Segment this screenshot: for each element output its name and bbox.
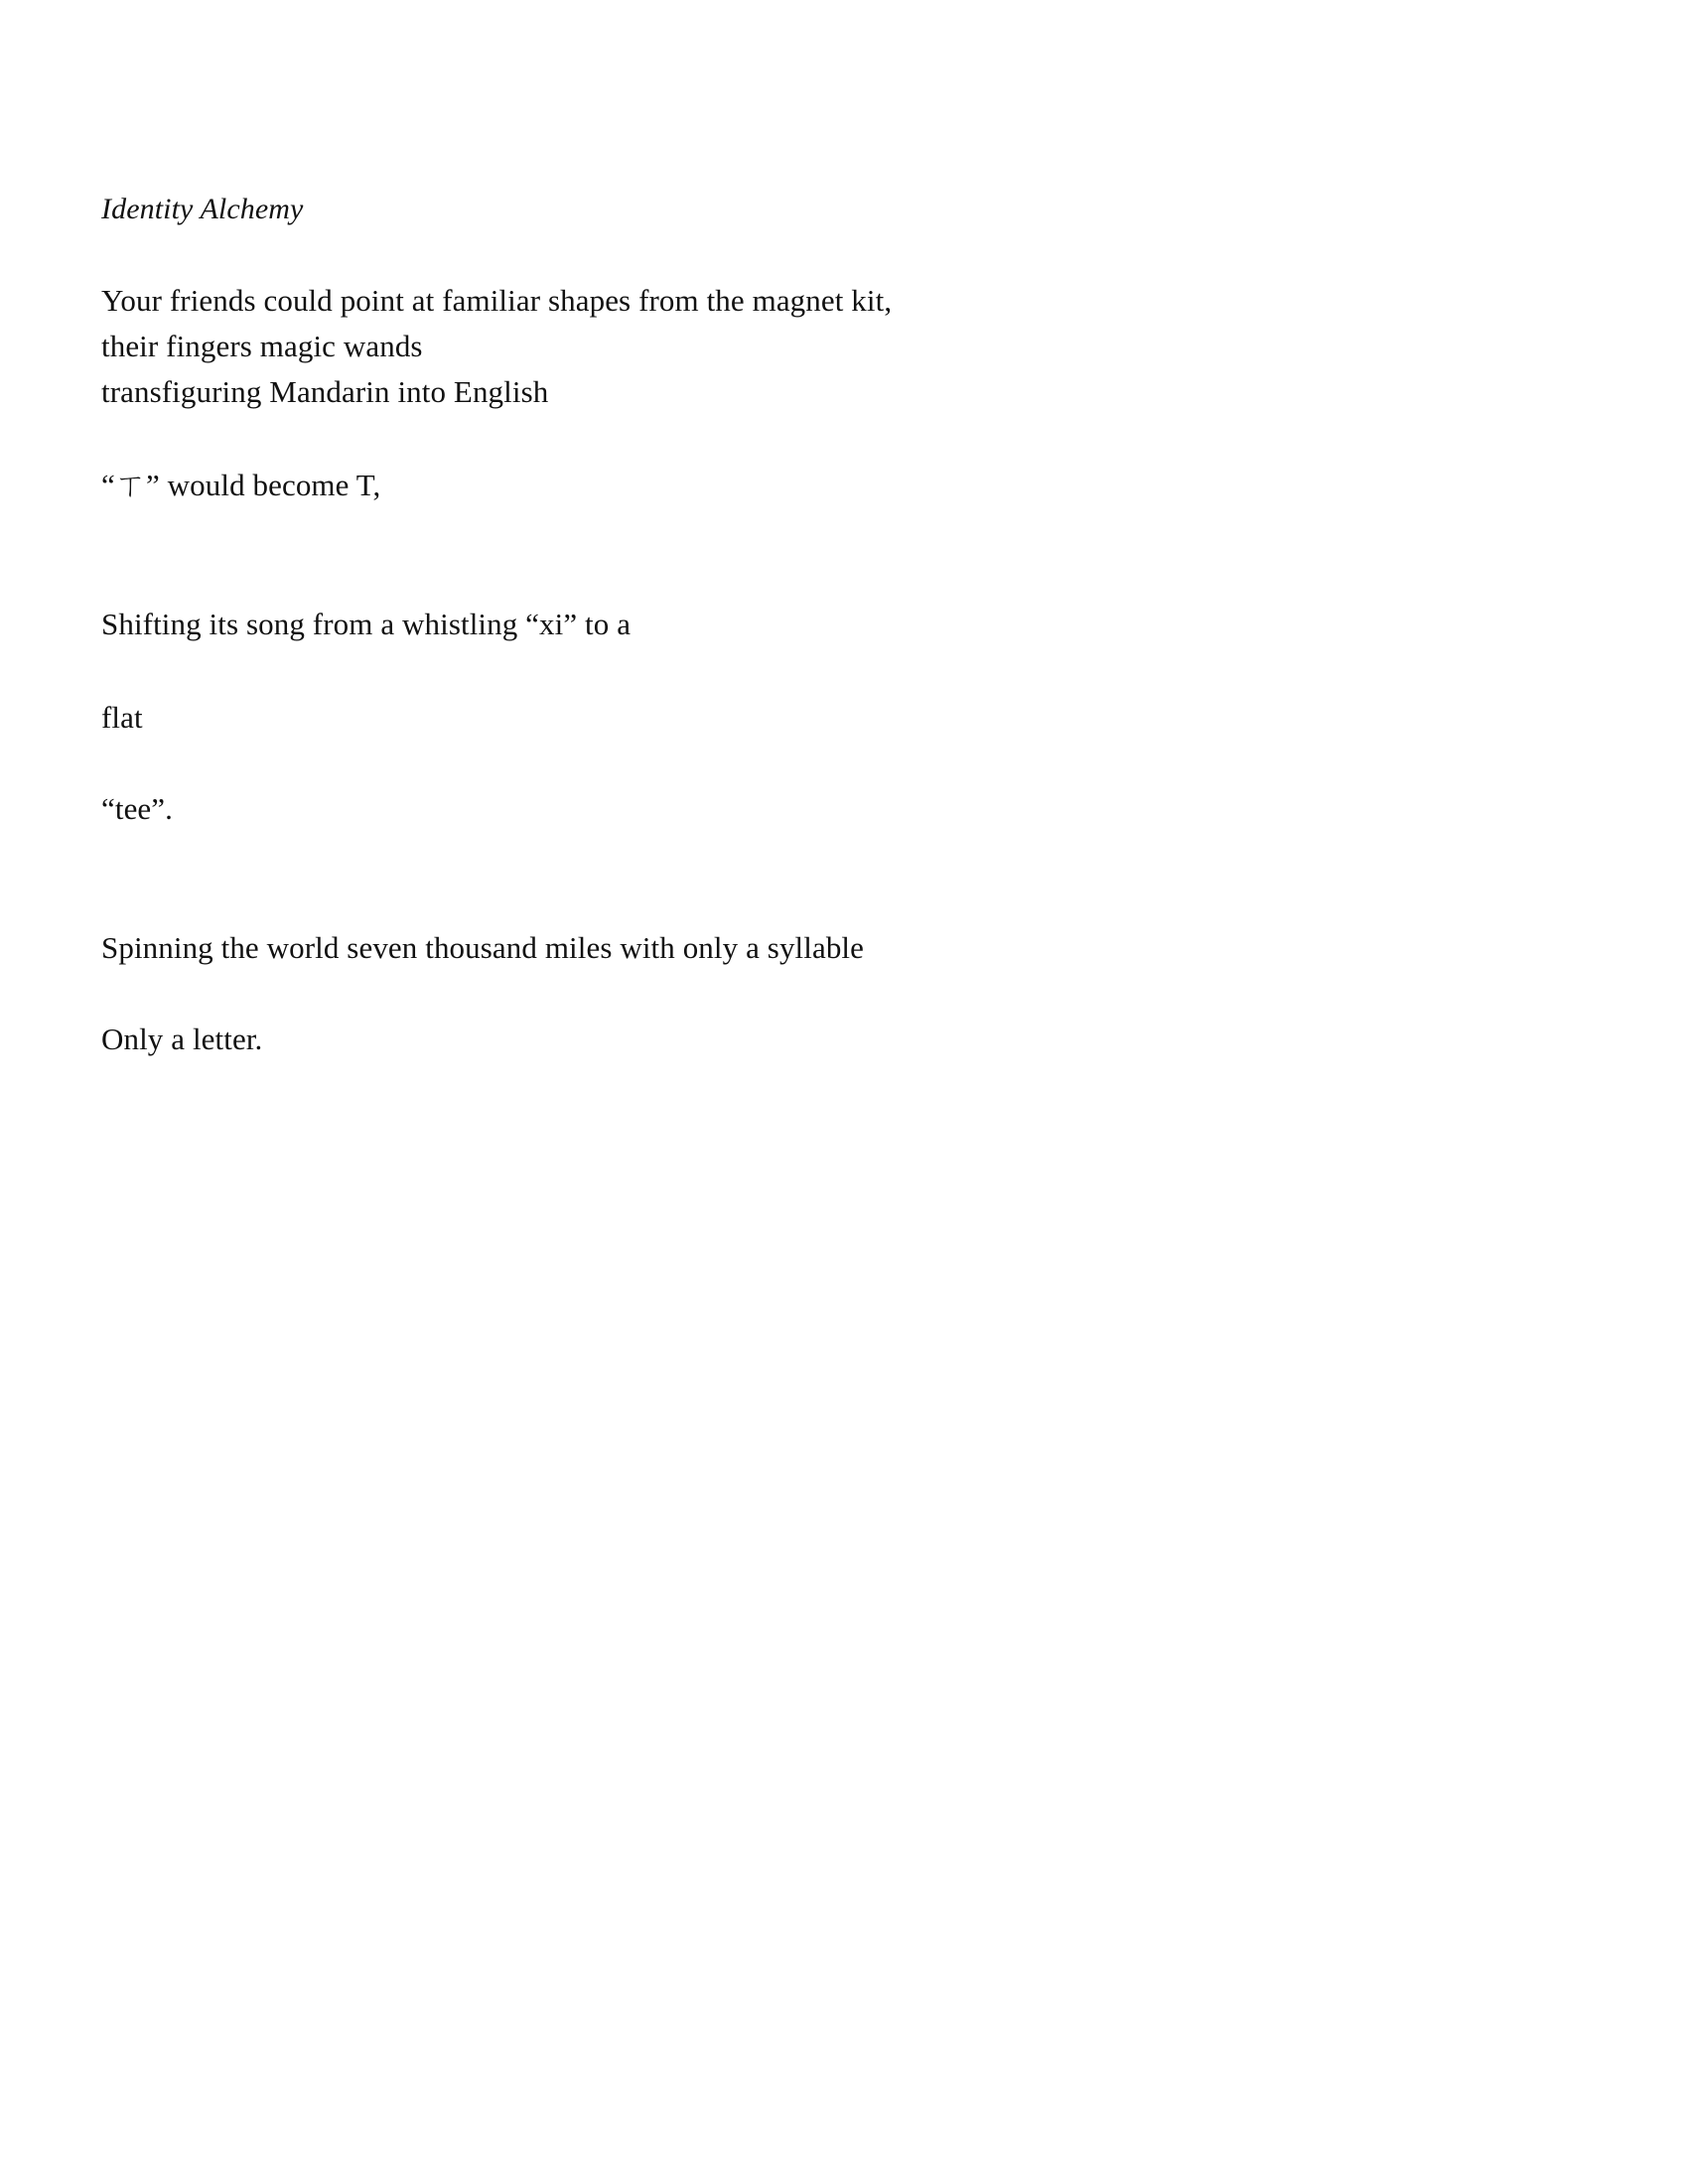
poem-line-5: Shifting its song from a whistling “xi” to a bbox=[101, 607, 632, 641]
poem-line-1: Your friends could point at familiar shapes from the magnet kit, bbox=[101, 283, 893, 318]
poem-line-9: Only a letter. bbox=[101, 1022, 263, 1056]
poem-title: Identity Alchemy bbox=[101, 193, 304, 225]
poem-line-8: Spinning the world seven thousand miles with only a syllable bbox=[101, 930, 864, 965]
poem-line-4: “ㄒ” would become T, bbox=[101, 468, 381, 502]
poem-line-2: their fingers magic wands bbox=[101, 329, 423, 363]
poem-line-7: “tee”. bbox=[101, 791, 173, 826]
poem-line-3: transfiguring Mandarin into English bbox=[101, 374, 549, 409]
poem-line-6: flat bbox=[101, 700, 143, 735]
